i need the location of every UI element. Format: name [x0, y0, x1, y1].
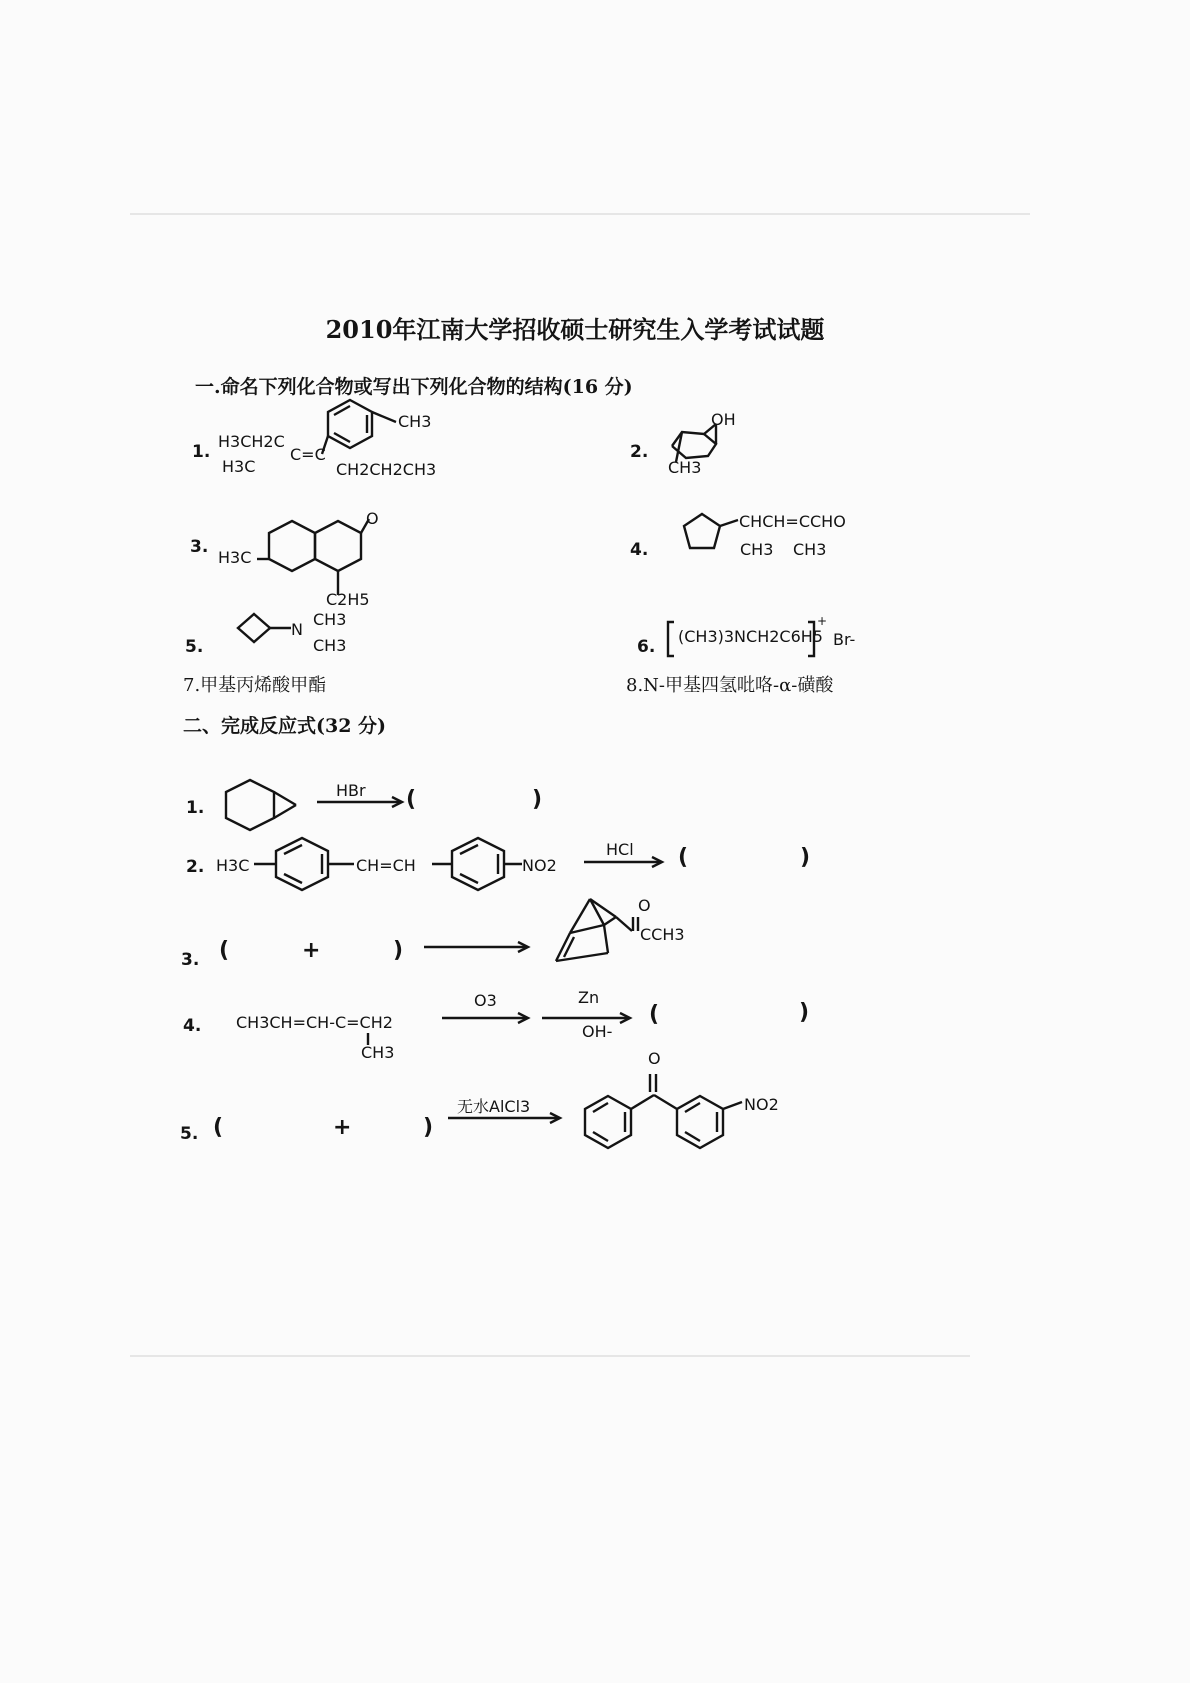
q4-methyl2-label: CH3 — [793, 540, 827, 559]
r3-close-paren: ) — [393, 938, 404, 963]
section2-heading: 二、完成反应式(32 分) — [183, 715, 387, 737]
r5-nitro-label: NO2 — [744, 1095, 779, 1114]
q6-counterion: Br- — [833, 630, 856, 649]
r2-methyl-label: H3C — [216, 856, 250, 875]
q2-hydroxyl-label: OH — [711, 410, 736, 429]
q6-charge: + — [817, 614, 828, 628]
r2-open-paren: ( — [678, 845, 689, 870]
q5-number: 5. — [185, 637, 204, 657]
section1-heading: 一.命名下列化合物或写出下列化合物的结构(16 分) — [195, 376, 633, 398]
item8-name: 8.N-甲基四氢吡咯-α-磺酸 — [626, 675, 834, 696]
q2-number: 2. — [630, 442, 649, 462]
q1-double-bond-label: C=C — [290, 445, 326, 464]
q5-methyl2-label: CH3 — [313, 636, 347, 655]
q2-methyl-label: CH3 — [668, 458, 702, 477]
q3-number: 3. — [190, 537, 209, 557]
r1-number: 1. — [186, 798, 205, 818]
r5-close-paren: ) — [423, 1115, 434, 1140]
q1-methyl-label: CH3 — [398, 412, 432, 431]
item7-name: 7.甲基丙烯酸甲酯 — [183, 675, 327, 696]
q5-cyclobutane-ring — [236, 612, 296, 644]
r2-number: 2. — [186, 857, 205, 877]
q6-cation-formula: (CH3)3NCH2C6H5 — [678, 627, 823, 646]
r3-open-paren: ( — [219, 938, 230, 963]
q4-cyclopentane-ring — [680, 512, 740, 552]
q5-methyl-label: CH3 — [313, 610, 347, 629]
r5-open-paren: ( — [213, 1115, 224, 1140]
r4-reagent-ozone: O3 — [474, 991, 497, 1010]
r5-plus: + — [333, 1115, 352, 1140]
exam-title: 2010年江南大学招收硕士研究生入学考试试题 — [325, 315, 825, 344]
q4-number: 4. — [630, 540, 649, 560]
r4-reactant: CH3CH=CH-C=CH2 — [236, 1013, 393, 1032]
r5-number: 5. — [180, 1124, 199, 1144]
r4-number: 4. — [183, 1016, 202, 1036]
r3-plus: + — [302, 938, 321, 963]
r3-acetyl-label: CCH3 — [640, 925, 685, 944]
scan-artifact — [130, 213, 1030, 215]
r5-carbonyl-oxygen: O — [648, 1049, 661, 1068]
r4-close-paren: ) — [799, 1000, 810, 1025]
r5-reagent: 无水AlCl3 — [457, 1097, 531, 1116]
q1-number: 1. — [192, 442, 211, 462]
r3-norbornene-product — [424, 895, 654, 970]
r1-reagent: HBr — [336, 781, 366, 800]
q4-methyl-label: CH3 — [740, 540, 774, 559]
r4-reagent-zinc: Zn — [578, 988, 600, 1007]
r2-nitro-label: NO2 — [522, 856, 557, 875]
r1-open-paren: ( — [406, 787, 417, 812]
q4-chain-label: CHCH=CCHO — [739, 512, 846, 531]
r4-open-paren: ( — [649, 1002, 660, 1027]
q1-ethyl-label: H3CH2C — [218, 432, 285, 451]
r4-reagent-hydroxide: OH- — [582, 1022, 613, 1041]
q6-number: 6. — [637, 637, 656, 657]
r3-carbonyl-oxygen: O — [638, 896, 651, 915]
q3-methyl-label: H3C — [218, 548, 252, 567]
q3-oxo-label: O — [366, 509, 379, 528]
r1-norcarane-structure — [222, 778, 412, 834]
q1-methyl2-label: H3C — [222, 457, 256, 476]
r4-methyl-branch: CH3 — [361, 1043, 395, 1062]
q1-benzene-ring — [320, 398, 380, 448]
r1-close-paren: ) — [532, 787, 543, 812]
q1-propyl-label: CH2CH2CH3 — [336, 460, 437, 479]
scan-artifact — [130, 1355, 970, 1357]
r2-linker-label: CH=CH — [356, 856, 416, 875]
r3-number: 3. — [181, 950, 200, 970]
r2-reagent: HCl — [606, 840, 634, 859]
q3-ethyl-label: C2H5 — [326, 590, 370, 609]
r2-close-paren: ) — [800, 845, 811, 870]
q5-nitrogen-label: N — [291, 620, 303, 639]
